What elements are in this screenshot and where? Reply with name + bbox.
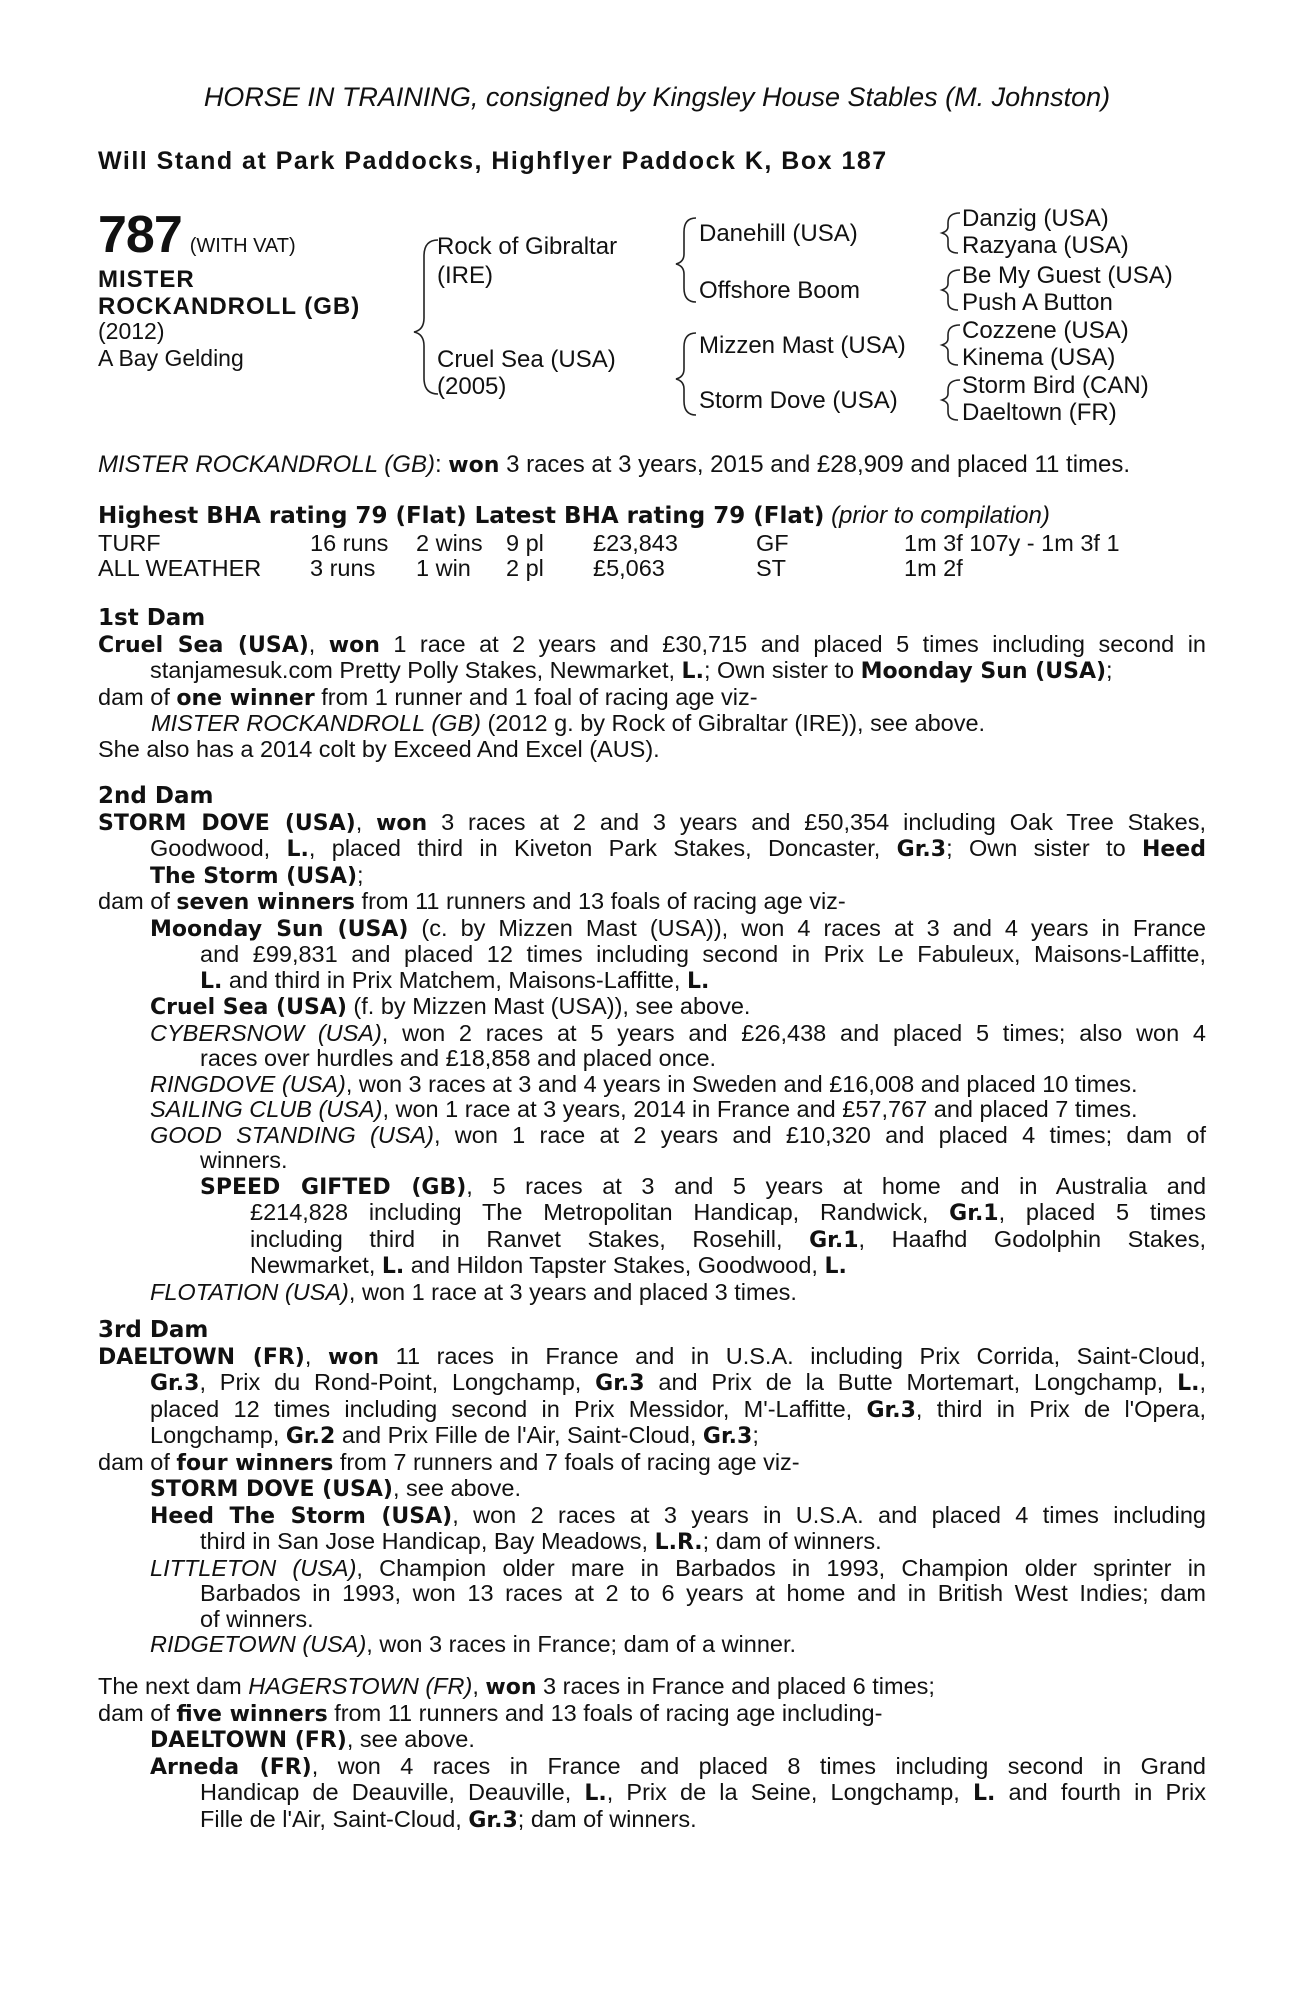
- form-runs-turf: 16 runs: [310, 530, 389, 556]
- pedigree-gen3-6: Kinema (USA): [962, 344, 1116, 371]
- horse-description: A Bay Gelding: [98, 345, 244, 371]
- foaling-year: (2012): [98, 318, 165, 344]
- form-runs-aw: 3 runs: [310, 555, 376, 581]
- third-dam-line: dam of four winners from 7 runners and 7 foals of racing age viz-: [98, 1448, 800, 1476]
- pedigree-gen3-2: Razyana (USA): [962, 232, 1129, 259]
- consignment-heading: HORSE IN TRAINING, consigned by Kingsley House Stables (M. Johnston): [203, 82, 1111, 112]
- form-surface-aw: ALL WEATHER: [98, 555, 262, 581]
- third-dam-line: Barbados in 1993, won 13 races at 2 to 6 years at home and in British West Indies; dam: [200, 1580, 1206, 1606]
- pedigree-gen3-1: Danzig (USA): [962, 205, 1109, 232]
- second-dam-line: Moonday Sun (USA) (c. by Mizzen Mast (USA)), won 4 races at 3 and 4 years in France: [150, 914, 1206, 942]
- form-going-turf: GF: [756, 530, 789, 556]
- lot-number-block: [98, 205, 296, 265]
- pedigree-dam-dam: Storm Dove (USA): [699, 387, 898, 414]
- form-distance-aw: 1m 2f: [904, 555, 963, 581]
- second-dam-heading: 2nd Dam: [98, 783, 214, 809]
- third-dam-section: [98, 1318, 1206, 1658]
- form-prize-aw: £5,063: [593, 555, 665, 581]
- next-dam-line: Fille de l'Air, Saint-Cloud, Gr.3; dam of winners.: [200, 1805, 697, 1833]
- pedigree-sire-sire: Danehill (USA): [699, 220, 858, 247]
- second-dam-line: £214,828 including The Metropolitan Handicap, Randwick, Gr.1, placed 5 times: [250, 1199, 1206, 1226]
- form-wins-turf: 2 wins: [416, 530, 483, 556]
- form-wins-aw: 1 win: [416, 555, 471, 581]
- pedigree-dam: Cruel Sea (USA): [437, 346, 616, 373]
- bha-rating-note: (prior to compilation): [831, 502, 1050, 529]
- second-dam-line: races over hurdles and £18,858 and placed once.: [200, 1045, 717, 1071]
- pedigree-gen3-5: Cozzene (USA): [962, 317, 1129, 344]
- second-dam-line: SAILING CLUB (USA), won 1 race at 3 years, 2014 in France and £57,767 and placed 7 times.: [150, 1096, 1138, 1122]
- third-dam-line: Longchamp, Gr.2 and Prix Fille de l'Air, Saint-Cloud, Gr.3;: [150, 1422, 759, 1449]
- summary-won: won: [448, 453, 500, 478]
- third-dam-heading: 3rd Dam: [98, 1317, 209, 1343]
- first-dam-line: Cruel Sea (USA), won 1 race at 2 years and £30,715 and placed 5 times including second in: [98, 630, 1206, 658]
- second-dam-line: Cruel Sea (USA) (f. by Mizzen Mast (USA)), see above.: [150, 993, 751, 1020]
- form-going-aw: ST: [756, 555, 787, 581]
- pedigree-dam-year: (2005): [437, 373, 507, 400]
- pedigree-gen3-7: Storm Bird (CAN): [962, 372, 1149, 399]
- third-dam-line: of winners.: [200, 1605, 314, 1632]
- pedigree-sire-country: (IRE): [437, 262, 493, 289]
- next-dam-line: DAELTOWN (FR), see above.: [150, 1726, 475, 1753]
- next-dam-line: The next dam HAGERSTOWN (FR), won 3 races in France and placed 6 times;: [98, 1673, 935, 1700]
- second-dam-line: including third in Ranvet Stakes, Rosehill, Gr.1, Haafhd Godolphin Stakes,: [250, 1225, 1206, 1253]
- vat-note: (WITH VAT): [189, 235, 296, 257]
- summary-horse-name: MISTER ROCKANDROLL (GB): [98, 451, 435, 478]
- first-dam-section: [98, 606, 1206, 762]
- third-dam-line: STORM DOVE (USA), see above.: [150, 1475, 522, 1502]
- second-dam-line: L. and third in Prix Matchem, Maisons-Laffitte, L.: [200, 966, 710, 994]
- third-dam-line: Gr.3, Prix du Rond-Point, Longchamp, Gr.3 and Prix de la Butte Mortemart, Longchamp, L.,: [150, 1369, 1206, 1396]
- second-dam-section: [98, 784, 1206, 1305]
- pedigree-gen3-4: Push A Button: [962, 289, 1113, 316]
- second-dam-line: STORM DOVE (USA), won 3 races at 2 and 3 years and £50,354 including Oak Tree Stakes,: [98, 808, 1207, 836]
- horse-details: [98, 318, 244, 372]
- lot-number: 787: [98, 206, 182, 264]
- second-dam-line: SPEED GIFTED (GB), 5 races at 3 and 5 years at home and in Australia and: [200, 1172, 1207, 1200]
- next-dam-line: Handicap de Deauville, Deauville, L., Prix de la Seine, Longchamp, L. and fourth in Prix: [200, 1779, 1206, 1806]
- horse-name: [98, 266, 418, 320]
- form-placed-turf: 9 pl: [506, 530, 544, 556]
- next-dam-line: dam of five winners from 11 runners and 13 foals of racing age including-: [98, 1699, 883, 1727]
- first-dam-line: stanjamesuk.com Pretty Polly Stakes, Newmarket, L.; Own sister to Moonday Sun (USA);: [150, 657, 1113, 684]
- second-dam-line: Goodwood, L., placed third in Kiveton Park Stakes, Doncaster, Gr.3; Own sister to Heed: [150, 835, 1206, 862]
- stabling-location: Will Stand at Park Paddocks, Highflyer Paddock K, Box 187: [98, 147, 888, 175]
- second-dam-line: GOOD STANDING (USA), won 1 race at 2 years and £10,320 and placed 4 times; dam of: [150, 1121, 1206, 1148]
- form-placed-aw: 2 pl: [506, 555, 544, 581]
- second-dam-line: RINGDOVE (USA), won 3 races at 3 and 4 years in Sweden and £16,008 and placed 10 times.: [150, 1070, 1138, 1097]
- next-dam-line: Arneda (FR), won 4 races in France and placed 8 times including second in Grand: [150, 1752, 1206, 1780]
- first-dam-line: She also has a 2014 colt by Exceed And Excel (AUS).: [98, 735, 660, 762]
- third-dam-line: LITTLETON (USA), Champion older mare in Barbados in 1993, Champion older sprinter in: [150, 1554, 1206, 1581]
- second-dam-line: winners.: [200, 1147, 288, 1173]
- pedigree-sire: Rock of Gibraltar: [437, 233, 618, 260]
- pedigree-gen3-8: Daeltown (FR): [962, 399, 1117, 426]
- third-dam-line: RIDGETOWN (USA), won 3 races in France; dam of a winner.: [150, 1631, 797, 1657]
- form-prize-turf: £23,843: [593, 530, 678, 556]
- bha-rating-headline: Highest BHA rating 79 (Flat) Latest BHA rating 79 (Flat): [98, 503, 825, 529]
- next-dam-section: [98, 1674, 1206, 1833]
- bha-rating-line: [98, 502, 1050, 530]
- second-dam-line: Newmarket, L. and Hildon Tapster Stakes, Goodwood, L.: [250, 1252, 847, 1279]
- summary-text: 3 races at 3 years, 2015 and £28,909 and placed 11 times.: [506, 451, 1131, 478]
- pedigree-sire-dam: Offshore Boom: [699, 277, 860, 304]
- second-dam-line: CYBERSNOW (USA), won 2 races at 5 years and £26,438 and placed 5 times; also won 4: [150, 1019, 1206, 1046]
- pedigree-dam-sire: Mizzen Mast (USA): [699, 332, 906, 359]
- second-dam-line: The Storm (USA);: [150, 861, 364, 889]
- second-dam-line: FLOTATION (USA), won 1 race at 3 years and placed 3 times.: [150, 1278, 797, 1305]
- pedigree-gen3-3: Be My Guest (USA): [962, 262, 1173, 289]
- horse-name-line2: ROCKANDROLL (GB): [98, 293, 361, 320]
- second-dam-line: and £99,831 and placed 12 times including second in Prix Le Fabuleux, Maisons-Laffitte,: [200, 941, 1206, 967]
- third-dam-line: DAELTOWN (FR), won 11 races in France and in U.S.A. including Prix Corrida, Saint-Cloud,: [98, 1342, 1207, 1370]
- second-dam-line: dam of seven winners from 11 runners and 13 foals of racing age viz-: [98, 888, 846, 915]
- third-dam-line: placed 12 times including second in Prix Messidor, M'-Laffitte, Gr.3, third in Prix de l'Opera,: [150, 1395, 1207, 1423]
- form-distance-turf: 1m 3f 107y - 1m 3f 1: [904, 530, 1120, 556]
- form-surface-turf: TURF: [98, 530, 161, 556]
- third-dam-line: third in San Jose Handicap, Bay Meadows, L.R.; dam of winners.: [200, 1528, 882, 1555]
- first-dam-line: MISTER ROCKANDROLL (GB) (2012 g. by Rock of Gibraltar (IRE)), see above.: [151, 710, 986, 736]
- third-dam-line: Heed The Storm (USA), won 2 races at 3 years in U.S.A. and placed 4 times including: [150, 1501, 1206, 1529]
- horse-name-line1: MISTER: [98, 266, 195, 293]
- first-dam-heading: 1st Dam: [98, 605, 206, 631]
- first-dam-line: dam of one winner from 1 runner and 1 foal of racing age viz-: [98, 683, 758, 711]
- race-summary: MISTER ROCKANDROLL (GB): won 3 races at 3 years, 2015 and £28,909 and placed 11 times.: [98, 451, 1131, 478]
